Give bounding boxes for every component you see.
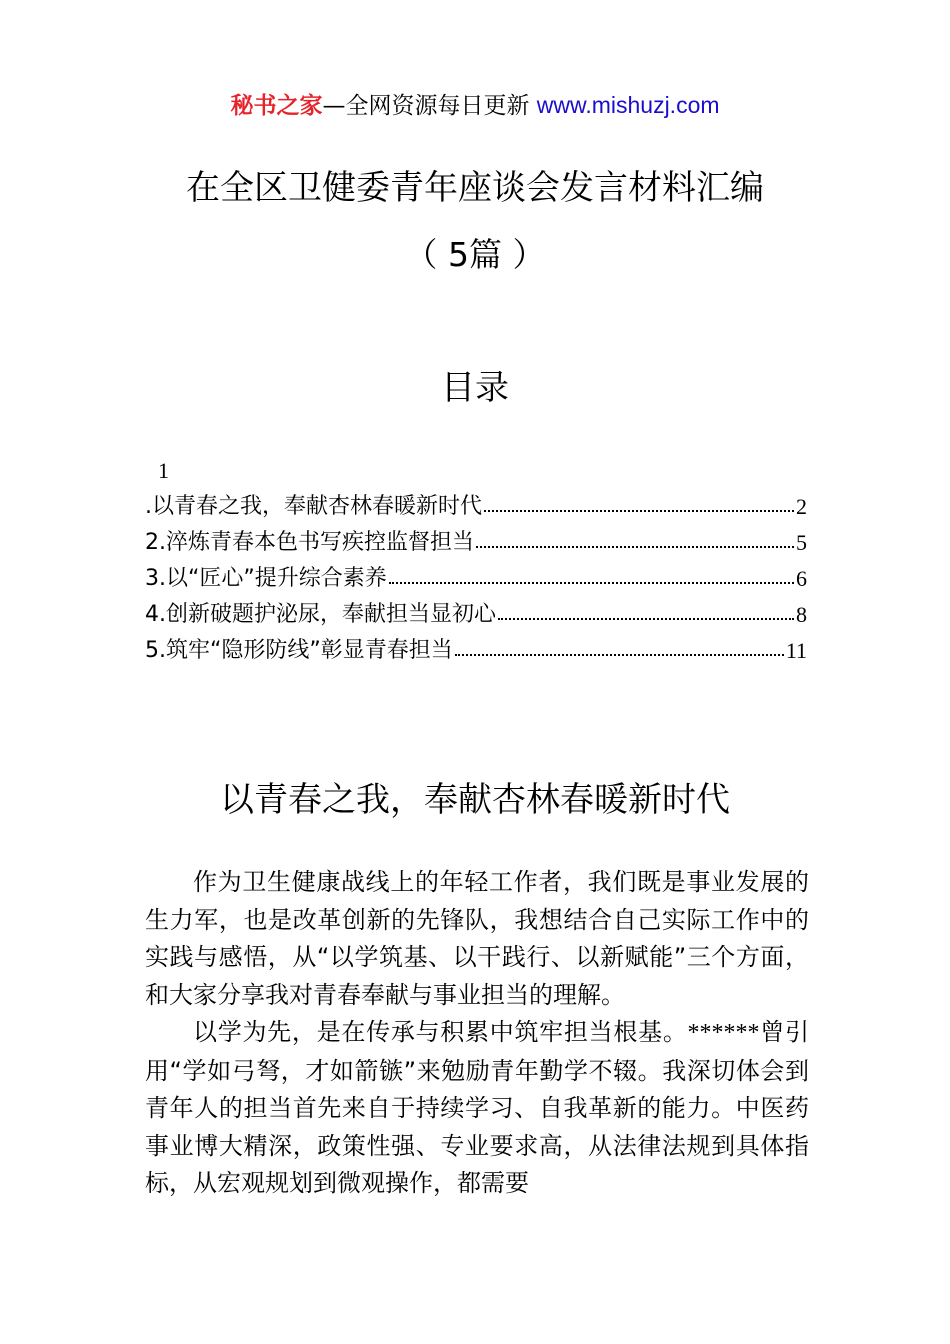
- toc-entry-label: 3.以“匠心”提升综合素养: [145, 566, 387, 591]
- site-header: [0, 88, 950, 123]
- toc-entry[interactable]: [145, 556, 807, 592]
- toc-leader-dots: [389, 582, 794, 584]
- toc-leader-dots: [484, 510, 794, 512]
- toc-entry-label: 4.创新破题护泌尿，奉献担当显初心: [145, 602, 496, 627]
- toc-entry-label: .以青春之我，奉献杏林春暖新时代: [145, 494, 482, 519]
- toc-leader-dots: [498, 618, 794, 620]
- toc-entry-label: 2.淬炼青春本色书写疾控监督担当: [145, 530, 474, 555]
- toc-entry[interactable]: [145, 520, 807, 556]
- body-paragraph: 作为卫生健康战线上的年轻工作者，我们既是事业发展的生力军，也是改革创新的先锋队，我想结合自己实际工作中的实践与感悟，从“以学筑基、以干践行、以新赋能”三个方面，和大家分享我对青春奉献与事业担当的理解。: [145, 868, 809, 1009]
- toc-entry-page: 2: [796, 494, 807, 519]
- toc-leader-dots: [476, 546, 794, 548]
- section-title: 以青春之我，奉献杏林春暖新时代: [220, 780, 730, 820]
- paragraph-text: 曾引用“学如弓弩，才如箭镞”来勉励青年勤学不辍。我深切体会到青年人的担当首先来自于持续学习、自我革新的能力。中医药事业博大精深，政策性强、专业要求高，从法律法规到具体指标，从宏观规划到微观操作，都需要: [145, 1018, 810, 1197]
- paragraph-lead: 以学为先，是在传承与积累中筑牢担当根基。: [193, 1018, 688, 1046]
- table-of-contents: [145, 484, 807, 664]
- toc-entry-page: 8: [796, 602, 807, 627]
- toc-entry-label: 5.筑牢“隐形防线”彰显青春担当: [145, 638, 453, 663]
- toc-entry-page: 11: [785, 638, 807, 663]
- toc-first-number: 1: [158, 458, 169, 483]
- toc-entry-page: 5: [796, 530, 807, 555]
- document-title: 在全区卫健委青年座谈会发言材料汇编: [186, 168, 764, 208]
- site-url-link[interactable]: www.mishuzj.com: [536, 92, 720, 118]
- brand-name: 秘书之家: [230, 93, 323, 119]
- toc-entry[interactable]: [145, 592, 807, 628]
- header-tagline: —全网资源每日更新: [322, 93, 537, 119]
- redacted-text: ******: [687, 1020, 760, 1046]
- toc-heading: 目录: [441, 368, 509, 408]
- document-subtitle: （ 5篇 ）: [404, 235, 546, 274]
- toc-entry[interactable]: [145, 628, 807, 664]
- body-paragraph: [145, 1014, 809, 1203]
- toc-leader-dots: [455, 654, 784, 656]
- toc-entry-page: 6: [796, 566, 807, 591]
- toc-entry[interactable]: [145, 484, 807, 520]
- section-body: [145, 864, 809, 1203]
